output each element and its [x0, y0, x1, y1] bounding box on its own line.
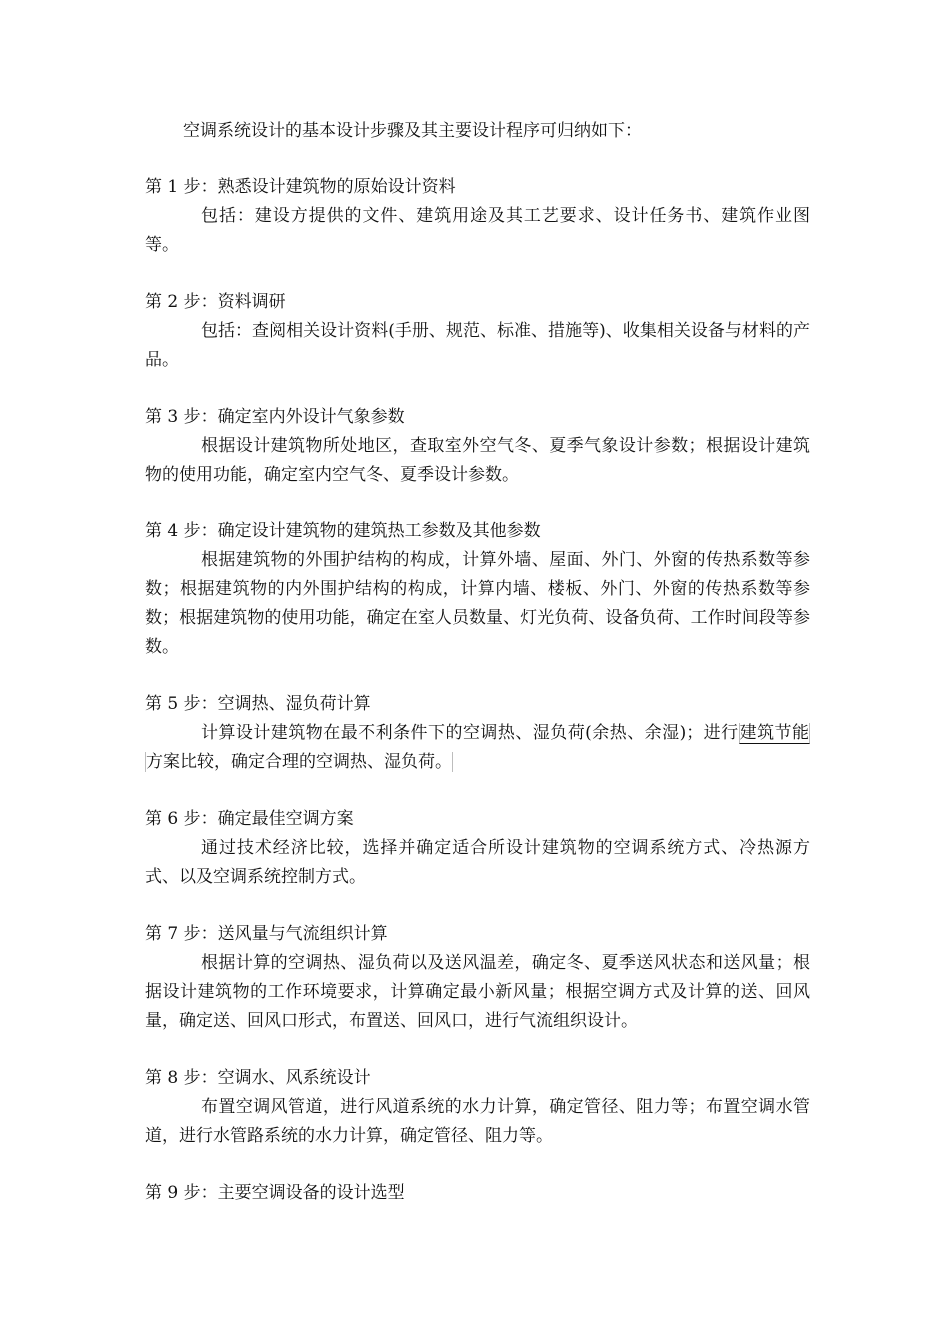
step-8 [145, 1064, 810, 1151]
intro-paragraph: 空调系统设计的基本设计步骤及其主要设计程序可归纳如下： [183, 121, 642, 141]
step-body-text: 计算设计建筑物在最不利条件下的空调热、湿负荷(余热、余湿)；进行 [201, 723, 739, 743]
step-1 [145, 173, 810, 260]
step-title: 第 3 步：确定室内外设计气象参数 [145, 407, 405, 427]
step-body: 通过技术经济比较，选择并确定适合所设计建筑物的空调系统方式、冷热源方式、以及空调系统控制方式。 [145, 838, 810, 887]
step-title: 第 8 步：空调水、风系统设计 [145, 1068, 371, 1088]
step-title: 第 1 步：熟悉设计建筑物的原始设计资料 [145, 177, 456, 197]
step-body: 根据建筑物的外围护结构的构成，计算外墙、屋面、外门、外窗的传热系数等参数；根据建筑物的内外围护结构的构成，计算内墙、楼板、外门、外窗的传热系数等参数；根据建筑物的使用功能，确定在室人员数量、灯光负荷、设备负荷、工作时间段等参数。 [145, 550, 810, 657]
step-body [145, 719, 810, 777]
step-7 [145, 920, 810, 1036]
step-body: 包括：建设方提供的文件、建筑用途及其工艺要求、设计任务书、建筑作业图等。 [145, 206, 810, 255]
step-title: 第 6 步：确定最佳空调方案 [145, 809, 354, 829]
step-body: 根据设计建筑物所处地区，查取室外空气冬、夏季气象设计参数；根据设计建筑物的使用功能，确定室内空气冬、夏季设计参数。 [145, 436, 810, 485]
step-3 [145, 403, 810, 490]
step-body-text: 方案比较，确定合理的空调热、湿负荷。 [146, 752, 452, 772]
step-2 [145, 288, 810, 375]
step-4 [145, 517, 810, 662]
step-body: 根据计算的空调热、湿负荷以及送风温差，确定冬、夏季送风状态和送风量；根据设计建筑物的工作环境要求，计算确定最小新风量；根据空调方式及计算的送、回风量，确定送、回风口形式，布置送、回风口，进行气流组织设计。 [145, 953, 810, 1031]
step-9 [145, 1179, 810, 1208]
step-title: 第 5 步：空调热、湿负荷计算 [145, 694, 371, 714]
step-5 [145, 690, 810, 777]
step-body: 包括：查阅相关设计资料(手册、规范、标准、措施等)、收集相关设备与材料的产品。 [145, 321, 810, 370]
step-title: 第 4 步：确定设计建筑物的建筑热工参数及其他参数 [145, 521, 541, 541]
step-body: 布置空调风管道，进行风道系统的水力计算，确定管径、阻力等；布置空调水管道，进行水管路系统的水力计算，确定管径、阻力等。 [145, 1097, 810, 1146]
step-title: 第 2 步：资料调研 [145, 292, 286, 312]
step-title: 第 9 步：主要空调设备的设计选型 [145, 1183, 405, 1203]
building-energy-saving-link[interactable]: 建筑节能 [739, 723, 809, 743]
step-6 [145, 805, 810, 892]
step-title: 第 7 步：送风量与气流组织计算 [145, 924, 388, 944]
